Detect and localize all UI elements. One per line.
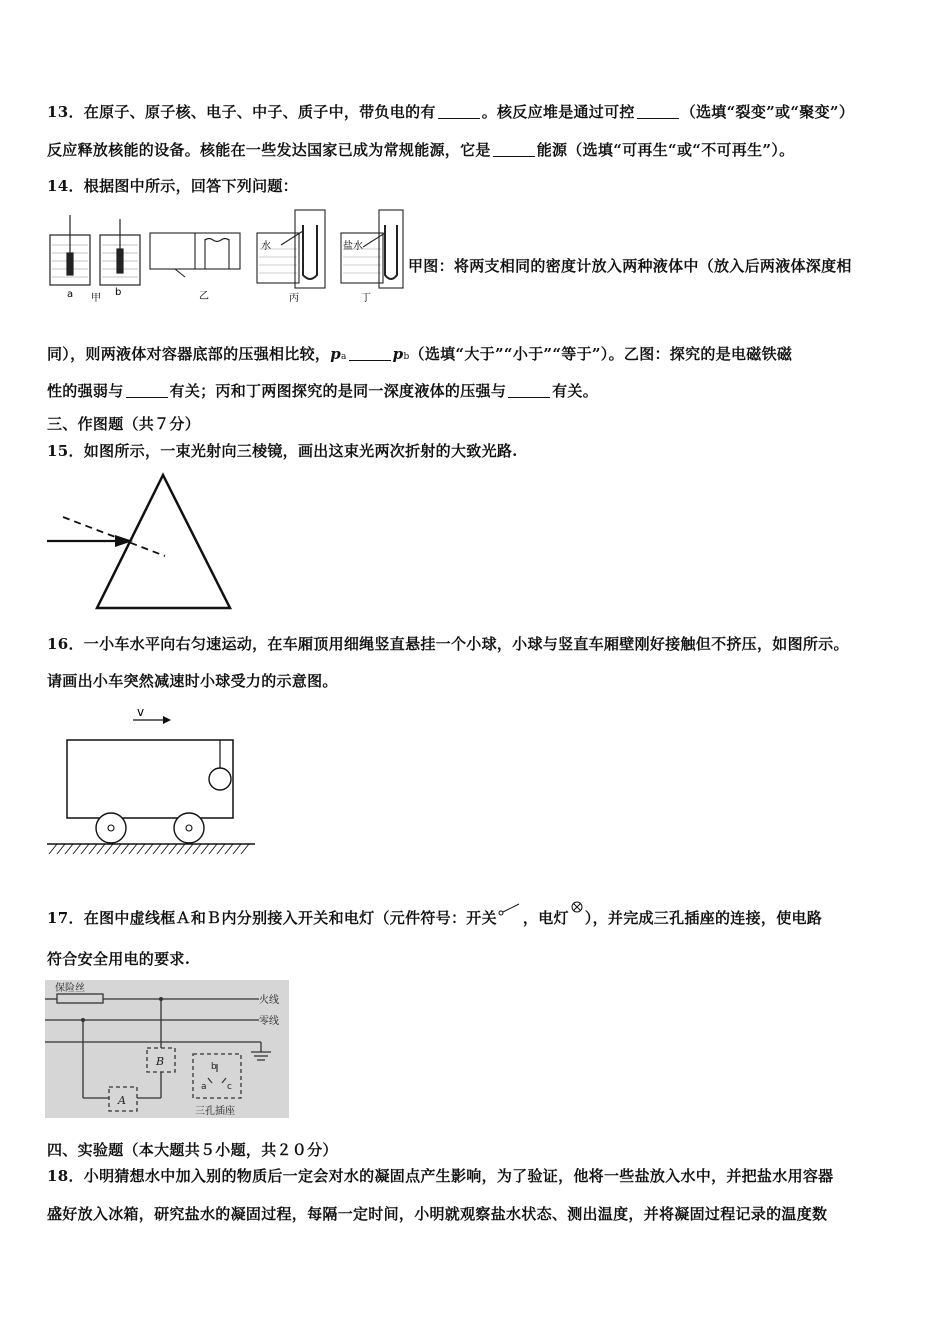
svg-text:三孔插座: 三孔插座 xyxy=(195,1106,235,1117)
svg-text:丁: 丁 xyxy=(361,293,371,304)
answer-blank xyxy=(637,104,679,119)
svg-text:保险丝: 保险丝 xyxy=(55,983,85,994)
q18-line1: 18．小明猜想水中加入别的物质后一定会对水的凝固点产生影响，为了验证，他将一些盐放入水中，并把盐水用容器 xyxy=(47,1167,834,1185)
q14-figure xyxy=(45,205,405,305)
answer-blank xyxy=(508,383,550,398)
q14-title: 14．根据图中所示，回答下列问题： xyxy=(47,177,298,195)
svg-text:火线: 火线 xyxy=(259,995,279,1006)
svg-text:丙: 丙 xyxy=(289,293,299,304)
answer-blank xyxy=(438,104,480,119)
svg-text:B: B xyxy=(156,1055,165,1068)
q14-line2: 同），则两液体对容器底部的压强相比较，pa pb（选填“大于”“小于”“等于”）。乙图：探究的是电磁铁磁 xyxy=(47,345,793,363)
normal-dashed-line xyxy=(63,517,165,556)
svg-text:甲: 甲 xyxy=(91,293,101,304)
svg-text:乙: 乙 xyxy=(199,291,209,302)
section-3-heading: 三、作图题（共７分） xyxy=(47,415,201,433)
svg-text:a: a xyxy=(201,1082,207,1092)
section-4-heading: 四、实验题（本大题共５小题，共２０分） xyxy=(47,1141,338,1159)
q16-line1: 16．一小车水平向右匀速运动，在车厢顶用细绳竖直悬挂一个小球，小球与竖直车厢壁刚好接触但不挤压，如图所示。 xyxy=(47,635,849,653)
q17-line2: 符合安全用电的要求. xyxy=(47,950,191,968)
velocity-arrow-icon xyxy=(163,716,171,724)
ball xyxy=(209,768,231,790)
ground-hatch xyxy=(49,844,249,854)
q16-line2: 请画出小车突然减速时小球受力的示意图。 xyxy=(47,672,338,690)
answer-blank xyxy=(349,346,391,361)
answer-blank xyxy=(126,383,168,398)
q14-line3: 性的强弱与 有关；丙和丁两图探究的是同一深度液体的压强与 有关。 xyxy=(47,382,599,400)
q15-text: 15．如图所示，一束光射向三棱镜，画出这束光两次折射的大致光路. xyxy=(47,442,518,460)
q17-line1: 17．在图中虚线框Ａ和Ｂ内分别接入开关和电灯（元件符号：开关 ，电灯 ），并完成三孔插座的连接，使电路 xyxy=(47,899,822,928)
switch-symbol-icon xyxy=(497,901,523,919)
figure-yi xyxy=(150,233,240,277)
svg-text:a: a xyxy=(67,289,74,300)
cart-body xyxy=(67,740,233,818)
q17-circuit-diagram xyxy=(45,980,289,1118)
svg-text:盐水: 盐水 xyxy=(343,241,363,252)
svg-text:水: 水 xyxy=(261,241,271,252)
wheel-left xyxy=(96,813,126,843)
q17-circuit-photo xyxy=(45,980,289,1118)
answer-blank xyxy=(493,142,535,157)
svg-text:b: b xyxy=(115,287,122,298)
svg-text:A: A xyxy=(118,1094,126,1107)
q13-line2: 反应释放核能的设备。核能在一些发达国家已成为常规能源，它是 能源（选填“可再生“或“不可再生”）。 xyxy=(47,141,795,159)
q15-prism-figure xyxy=(45,470,245,615)
q16-cart-figure xyxy=(45,700,260,860)
svg-text:零线: 零线 xyxy=(259,1016,279,1027)
figure-jia xyxy=(50,215,140,285)
svg-text:v: v xyxy=(137,705,145,719)
svg-text:b: b xyxy=(211,1062,217,1072)
wheel-right xyxy=(174,813,204,843)
q13-line1: 13．在原子、原子核、电子、中子、质子中，带负电的有 。核反应堆是通过可控 （选填“裂变”或“聚变”） xyxy=(47,103,855,121)
svg-text:c: c xyxy=(227,1082,232,1092)
q18-line2: 盛好放入冰箱，研究盐水的凝固过程，每隔一定时间，小明就观察盐水状态、测出温度，并将凝固过程记录的温度数 xyxy=(47,1205,828,1223)
q14-line1: 甲图：将两支相同的密度计放入两种液体中（放入后两液体深度相 xyxy=(408,257,852,275)
lamp-symbol-icon xyxy=(569,899,585,917)
